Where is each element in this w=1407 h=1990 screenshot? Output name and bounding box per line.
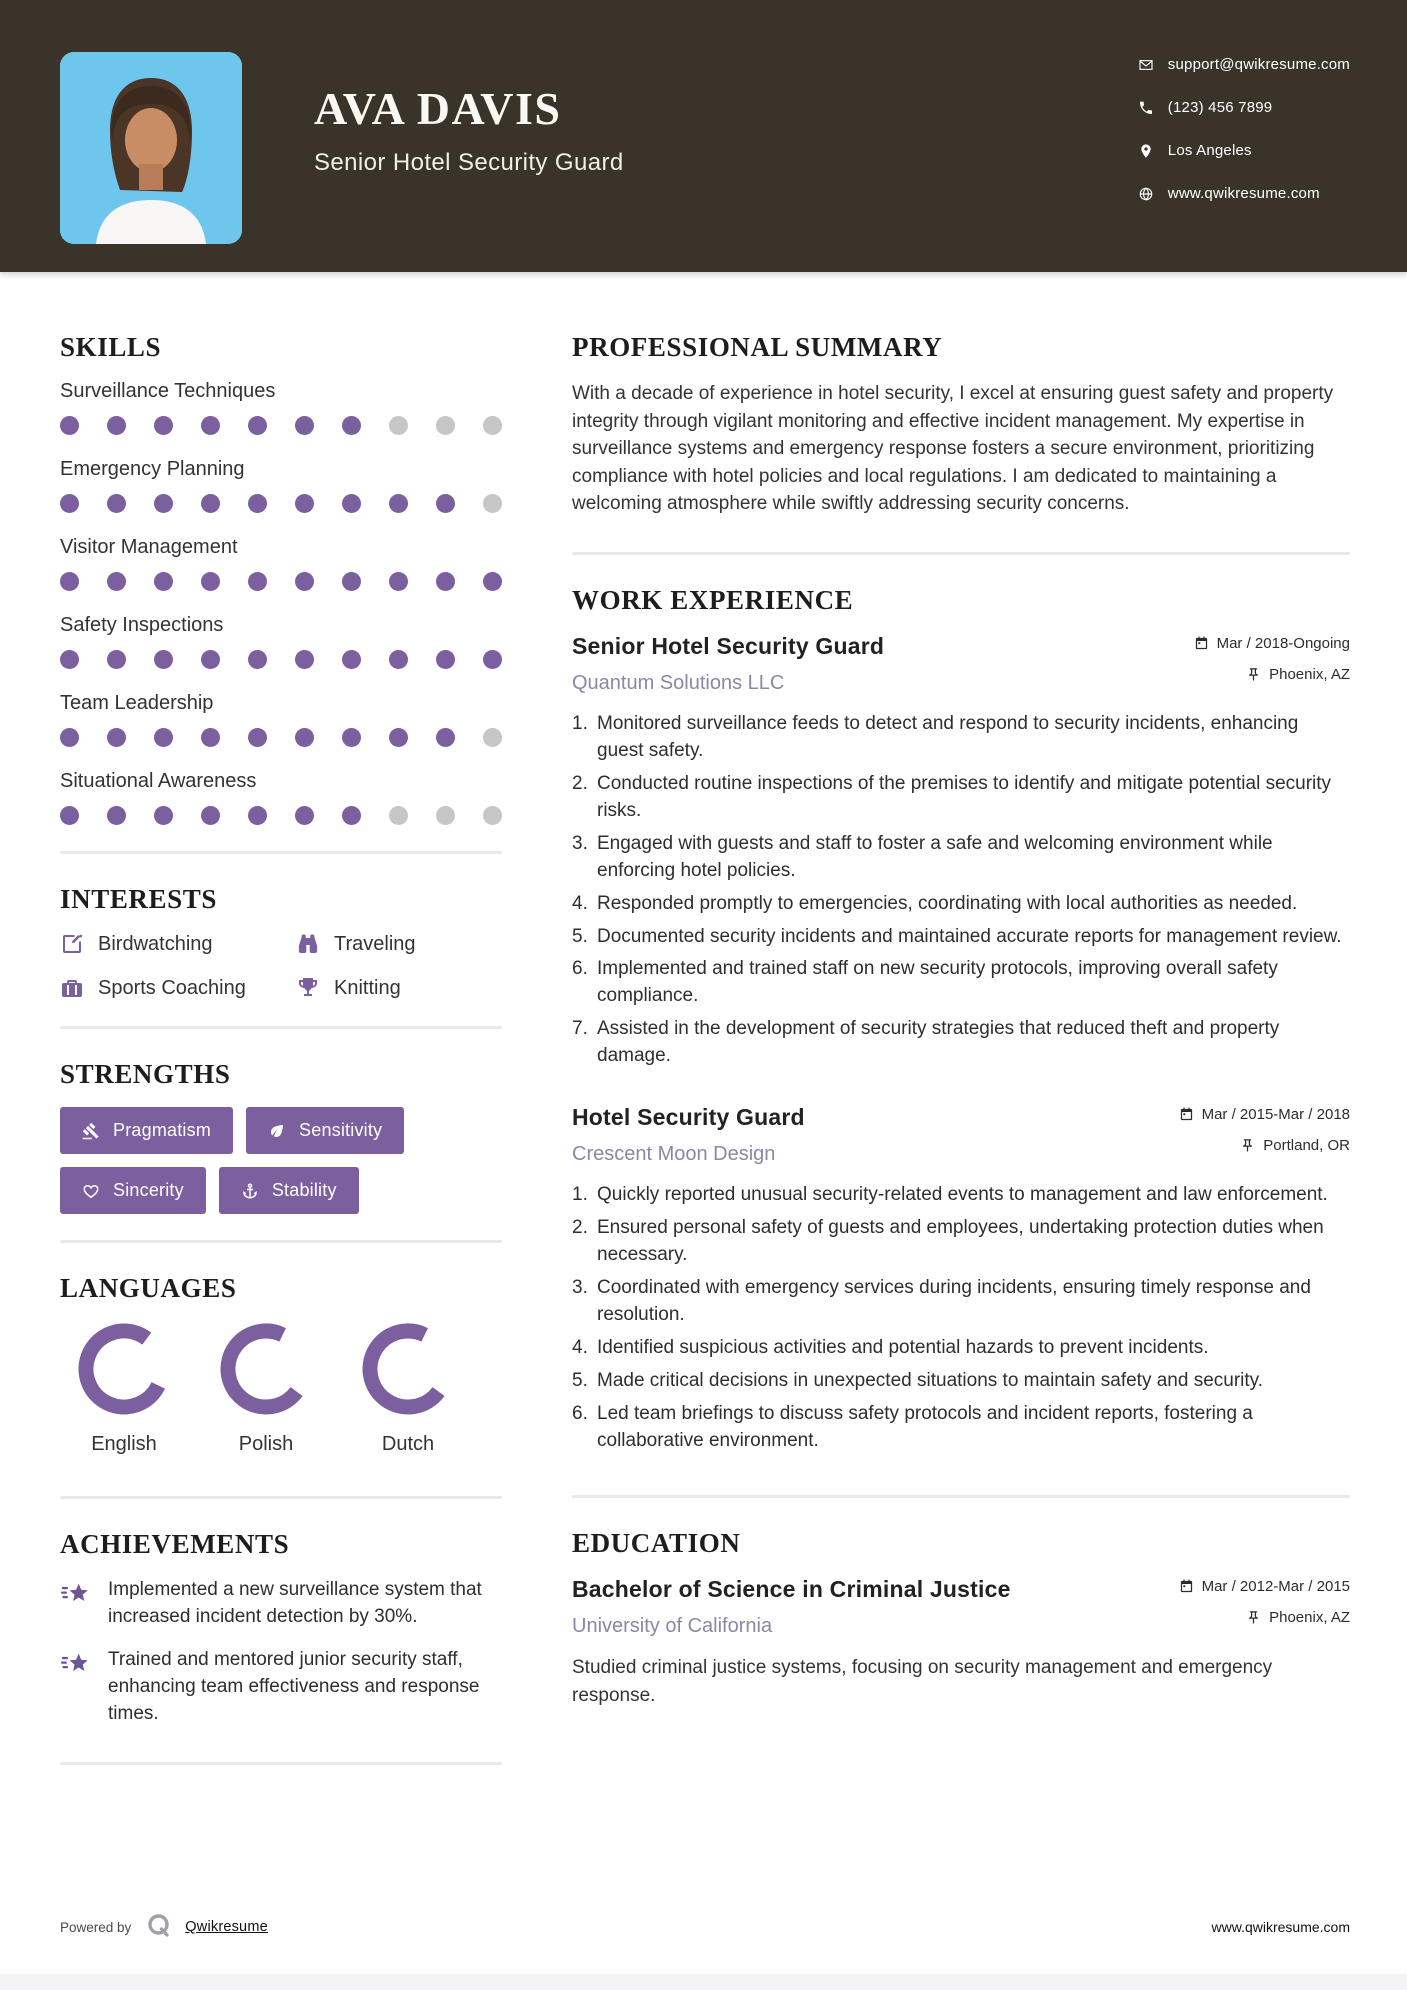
- skill-item: [60, 536, 502, 591]
- skill-dot-filled: [436, 494, 455, 513]
- strength-label: Stability: [271, 1180, 337, 1200]
- skill-label: Visitor Management: [60, 536, 238, 558]
- language-item: [344, 1321, 472, 1456]
- skill-dot-filled: [295, 572, 314, 591]
- achievement-item: [60, 1577, 502, 1631]
- skills-heading: SKILLS: [60, 332, 162, 362]
- education-meta: [1179, 1578, 1350, 1626]
- skill-dot-filled: [389, 494, 408, 513]
- contact-phone: [1138, 99, 1350, 116]
- header: [0, 0, 1407, 272]
- interests-list: [60, 932, 502, 1000]
- skill-item: [60, 614, 502, 669]
- experience-job-title: Hotel Security Guard: [572, 1104, 805, 1131]
- skill-dot-filled: [201, 728, 220, 747]
- achievement-text: Trained and mentored junior security staff, enhancing team effectiveness and response times.: [108, 1648, 480, 1724]
- skill-dot-empty: [389, 416, 408, 435]
- skill-rating: [60, 494, 502, 513]
- experience-bullet-list: [572, 711, 1350, 1071]
- skill-item: [60, 692, 502, 747]
- skill-rating: [60, 572, 502, 591]
- globe-icon: [1138, 186, 1154, 202]
- trophy-icon: [296, 976, 320, 1000]
- strength-label: Pragmatism: [113, 1120, 212, 1140]
- education-description: Studied criminal justice systems, focusing on security management and emergency response.: [572, 1657, 1273, 1706]
- skill-dot-empty: [389, 806, 408, 825]
- person-name: AVA DAVIS: [314, 83, 562, 134]
- sidebar-divider: [60, 1240, 502, 1243]
- calendar-icon: [1179, 1579, 1194, 1594]
- briefcase-icon: [60, 976, 84, 1000]
- skill-item: [60, 380, 502, 435]
- strengths-list: [60, 1107, 500, 1214]
- skill-dot-filled: [60, 806, 79, 825]
- interest-label: Sports Coaching: [98, 976, 246, 999]
- skill-dot-filled: [389, 728, 408, 747]
- qwikresume-logo-icon: [145, 1912, 175, 1942]
- phone-icon: [1138, 100, 1154, 116]
- main-divider: [572, 1495, 1350, 1498]
- experience-dates: [1194, 635, 1350, 652]
- language-level-ring: [76, 1321, 172, 1417]
- page-bottom-strip: [0, 1974, 1407, 1990]
- experience-meta: [1194, 635, 1350, 683]
- language-label: Dutch: [381, 1433, 435, 1455]
- skill-dot-empty: [483, 806, 502, 825]
- leaf-icon: [268, 1122, 286, 1140]
- experience-title-block: [572, 633, 884, 695]
- skill-dot-filled: [201, 806, 220, 825]
- skill-dot-filled: [154, 728, 173, 747]
- experience-company: Quantum Solutions LLC: [572, 671, 785, 694]
- skill-label: Safety Inspections: [60, 614, 224, 636]
- skill-dot-filled: [154, 494, 173, 513]
- skill-dot-filled: [483, 572, 502, 591]
- achievement-text: Implemented a new surveillance system that increased incident detection by 30%.: [108, 1579, 482, 1627]
- skill-dot-filled: [201, 650, 220, 669]
- experience-entry-header: [572, 633, 1350, 695]
- identity-block: [314, 82, 624, 177]
- skill-dot-filled: [248, 416, 267, 435]
- achievements-list: [60, 1577, 502, 1728]
- skill-dot-filled: [60, 494, 79, 513]
- skill-dot-filled: [389, 572, 408, 591]
- skill-dot-empty: [483, 728, 502, 747]
- skill-dot-filled: [248, 728, 267, 747]
- skill-dot-filled: [295, 728, 314, 747]
- skill-dot-empty: [483, 494, 502, 513]
- experience-bullet: Documented security incidents and maintained accurate reports for management review.: [597, 925, 1342, 947]
- skill-dot-empty: [436, 806, 455, 825]
- experience-title-block: [572, 1104, 805, 1166]
- skill-dot-filled: [295, 416, 314, 435]
- education-dates-text: Mar / 2012-Mar / 2015: [1201, 1578, 1350, 1596]
- sidebar-divider: [60, 1026, 502, 1029]
- experience-bullet: Led team briefings to discuss safety protocols and incident reports, fostering a collaborative environment.: [597, 1403, 1253, 1452]
- skill-label: Surveillance Techniques: [60, 380, 276, 402]
- strength-label: Sensitivity: [299, 1120, 383, 1140]
- experience-company: Crescent Moon Design: [572, 1143, 776, 1166]
- person-job-title: Senior Hotel Security Guard: [314, 149, 624, 176]
- profile-photo-illustration: [60, 52, 242, 244]
- experience-location: [1246, 666, 1350, 683]
- skill-dot-filled: [60, 728, 79, 747]
- education-location-text: Phoenix, AZ: [1269, 1609, 1350, 1627]
- achievement-item: [60, 1647, 502, 1728]
- gavel-icon: [82, 1122, 100, 1140]
- experience-bullet: Identified suspicious activities and potential hazards to prevent incidents.: [597, 1337, 1209, 1359]
- sidebar-divider: [60, 1762, 502, 1765]
- skill-dot-empty: [436, 416, 455, 435]
- contact-email-text: support@qwikresume.com: [1167, 56, 1350, 73]
- achievements-heading: ACHIEVEMENTS: [60, 1529, 290, 1559]
- skill-rating: [60, 650, 502, 669]
- binoculars-icon: [296, 932, 320, 956]
- skill-dot-filled: [107, 572, 126, 591]
- sidebar-divider: [60, 1496, 502, 1499]
- experience-entry: [572, 633, 1350, 1071]
- skill-dot-filled: [248, 494, 267, 513]
- skill-dot-filled: [154, 572, 173, 591]
- skill-dot-filled: [60, 572, 79, 591]
- strengths-heading: STRENGTHS: [60, 1059, 231, 1089]
- skill-dot-filled: [154, 416, 173, 435]
- experience-bullet: Made critical decisions in unexpected situations to maintain safety and security.: [597, 1370, 1264, 1392]
- experience-location-text: Phoenix, AZ: [1269, 665, 1350, 683]
- experience-location-text: Portland, OR: [1263, 1137, 1350, 1155]
- languages-list: [60, 1321, 502, 1456]
- qwikresume-link[interactable]: Qwikresume: [185, 1919, 268, 1935]
- experience-bullet: Implemented and trained staff on new security protocols, improving overall safety compliance.: [597, 958, 1278, 1007]
- content-columns: [0, 272, 1407, 1795]
- footer-website: www.qwikresume.com: [1211, 1919, 1350, 1935]
- skill-dot-filled: [436, 728, 455, 747]
- skill-dot-filled: [295, 494, 314, 513]
- skill-dot-filled: [201, 572, 220, 591]
- main-divider: [572, 552, 1350, 555]
- strength-badge: [219, 1167, 359, 1214]
- pushpin-icon: [1246, 667, 1261, 682]
- pushpin-icon: [1246, 1610, 1261, 1625]
- education-location: [1246, 1609, 1350, 1626]
- pushpin-icon: [1240, 1138, 1255, 1153]
- skill-dot-filled: [60, 650, 79, 669]
- experience-bullet: Ensured personal safety of guests and employees, undertaking protection duties when necessary.: [597, 1217, 1324, 1266]
- main-column: [572, 332, 1350, 1795]
- skill-dot-filled: [107, 494, 126, 513]
- education-heading: EDUCATION: [572, 1528, 741, 1559]
- skill-dot-filled: [342, 728, 361, 747]
- strength-badge: [60, 1167, 206, 1214]
- skill-rating: [60, 806, 502, 825]
- interest-label: Knitting: [334, 976, 401, 999]
- shooting-star-icon: [60, 1649, 92, 1681]
- interest-item: [296, 932, 502, 956]
- skill-dot-filled: [201, 494, 220, 513]
- experience-bullet: Engaged with guests and staff to foster a safe and welcoming environment while enforcing hotel policies.: [597, 832, 1273, 881]
- skill-dot-filled: [201, 416, 220, 435]
- skill-dot-filled: [342, 572, 361, 591]
- interest-label: Birdwatching: [98, 932, 213, 955]
- skill-rating: [60, 728, 502, 747]
- skill-dot-filled: [248, 650, 267, 669]
- skill-dot-filled: [107, 728, 126, 747]
- summary-heading: PROFESSIONAL SUMMARY: [572, 332, 943, 362]
- location-icon: [1138, 143, 1154, 159]
- calendar-icon: [1179, 1107, 1194, 1122]
- skill-dot-filled: [436, 650, 455, 669]
- experience-bullet: Conducted routine inspections of the premises to identify and mitigate potential security risks.: [597, 772, 1332, 821]
- skills-list: [60, 380, 502, 825]
- education-dates: [1179, 1578, 1350, 1595]
- contact-location: [1138, 142, 1350, 159]
- contact-website: [1138, 185, 1350, 202]
- skill-dot-filled: [342, 494, 361, 513]
- skill-item: [60, 458, 502, 513]
- language-level-ring: [218, 1321, 314, 1417]
- sidebar-divider: [60, 851, 502, 854]
- education-entry-header: [572, 1576, 1350, 1638]
- skill-dot-filled: [107, 416, 126, 435]
- skill-dot-filled: [342, 416, 361, 435]
- experience-bullet: Quickly reported unusual security-related events to management and law enforcement.: [597, 1184, 1328, 1206]
- education-title-block: [572, 1576, 1011, 1638]
- language-level-ring: [360, 1321, 456, 1417]
- interest-label: Traveling: [334, 932, 416, 955]
- experience-bullet: Monitored surveillance feeds to detect and respond to security incidents, enhancing guest safety.: [597, 712, 1299, 761]
- skill-item: [60, 770, 502, 825]
- contact-website-text: www.qwikresume.com: [1167, 185, 1320, 202]
- summary-text: With a decade of experience in hotel security, I excel at ensuring guest safety and property integrity through vigilant monitoring and effective incident management. My expertise in surveillance systems and emergency response fosters a secure environment, prioritizing compliance with hotel policies and local regulations. I am dedicated to maintaining a welcoming atmosphere while swiftly addressing security concerns.: [572, 383, 1334, 515]
- strength-badge: [246, 1107, 404, 1154]
- interests-heading: INTERESTS: [60, 884, 217, 914]
- edit-icon: [60, 932, 84, 956]
- skill-dot-empty: [483, 416, 502, 435]
- contact-email: [1138, 56, 1350, 73]
- powered-by-label: Powered by: [60, 1919, 132, 1935]
- language-item: [202, 1321, 330, 1456]
- experience-meta: [1179, 1106, 1350, 1154]
- skill-rating: [60, 416, 502, 435]
- footer: [60, 1912, 1350, 1942]
- experience-location: [1240, 1137, 1350, 1154]
- sidebar: [60, 332, 502, 1795]
- experience-dates-text: Mar / 2015-Mar / 2018: [1201, 1106, 1350, 1124]
- experience-bullet: Coordinated with emergency services during incidents, ensuring timely response and resolution.: [597, 1277, 1311, 1326]
- skill-dot-filled: [248, 572, 267, 591]
- skill-label: Emergency Planning: [60, 458, 245, 480]
- languages-heading: LANGUAGES: [60, 1273, 237, 1303]
- skill-dot-filled: [154, 806, 173, 825]
- experience-heading: WORK EXPERIENCE: [572, 584, 854, 615]
- education-degree: Bachelor of Science in Criminal Justice: [572, 1576, 1011, 1603]
- calendar-icon: [1194, 636, 1209, 651]
- experience-entry-header: [572, 1104, 1350, 1166]
- skill-dot-filled: [248, 806, 267, 825]
- skill-dot-filled: [154, 650, 173, 669]
- anchor-icon: [241, 1182, 259, 1200]
- skill-dot-filled: [389, 650, 408, 669]
- language-label: English: [91, 1433, 157, 1455]
- skill-dot-filled: [483, 650, 502, 669]
- interest-item: [296, 976, 502, 1000]
- shooting-star-icon: [60, 1579, 92, 1611]
- strength-badge: [60, 1107, 233, 1154]
- skill-dot-filled: [295, 806, 314, 825]
- experience-dates-text: Mar / 2018-Ongoing: [1216, 634, 1350, 652]
- skill-dot-filled: [436, 572, 455, 591]
- email-icon: [1138, 57, 1154, 73]
- interest-item: [60, 976, 286, 1000]
- education-school: University of California: [572, 1615, 773, 1638]
- experience-dates: [1179, 1106, 1350, 1123]
- skill-dot-filled: [60, 416, 79, 435]
- strength-label: Sincerity: [113, 1180, 184, 1200]
- contact-phone-text: (123) 456 7899: [1167, 99, 1273, 116]
- skill-label: Team Leadership: [60, 692, 214, 714]
- profile-photo: [60, 52, 242, 244]
- skill-dot-filled: [295, 650, 314, 669]
- heart-icon: [82, 1182, 100, 1200]
- contact-location-text: Los Angeles: [1167, 142, 1252, 159]
- experience-entry: [572, 1104, 1350, 1455]
- experience-bullet: Responded promptly to emergencies, coordinating with local authorities as needed.: [597, 892, 1298, 914]
- experience-bullet: Assisted in the development of security strategies that reduced theft and property damage.: [597, 1018, 1280, 1067]
- experience-bullet-list: [572, 1182, 1350, 1455]
- interest-item: [60, 932, 286, 956]
- language-label: Polish: [238, 1433, 294, 1455]
- education-entry: [572, 1576, 1350, 1709]
- experience-job-title: Senior Hotel Security Guard: [572, 632, 885, 659]
- skill-dot-filled: [107, 806, 126, 825]
- skill-dot-filled: [342, 650, 361, 669]
- skill-dot-filled: [342, 806, 361, 825]
- language-item: [60, 1321, 188, 1456]
- skill-dot-filled: [107, 650, 126, 669]
- skill-label: Situational Awareness: [60, 770, 257, 792]
- contact-list: [1138, 56, 1350, 202]
